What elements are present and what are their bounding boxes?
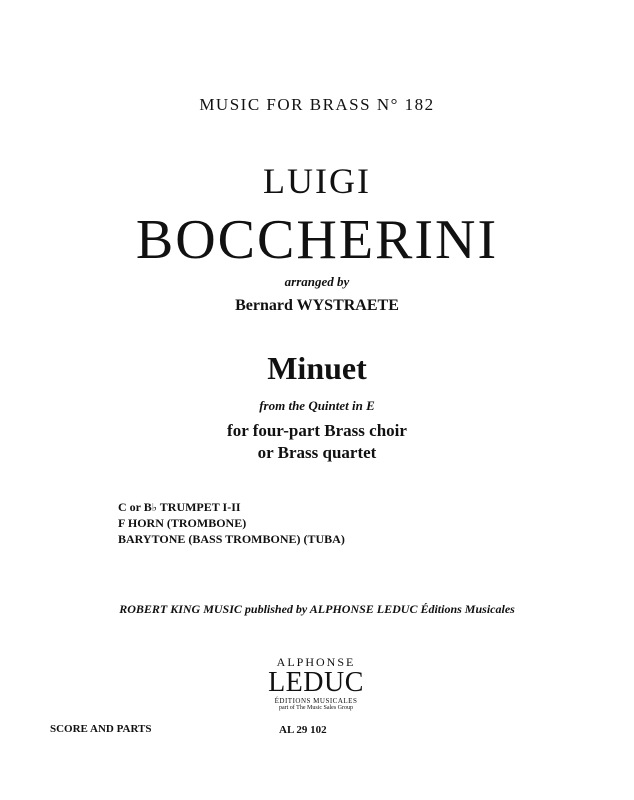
work-source: from the Quintet in E	[259, 398, 375, 413]
instrument-barytone: BARYTONE (BASS TROMBONE) (TUBA)	[118, 532, 345, 546]
composer-last-name: BOCCHERINI	[135, 209, 499, 271]
score-and-parts-label: SCORE AND PARTS	[50, 723, 152, 735]
logo-top-text: ALPHONSE	[276, 655, 356, 669]
series-title: MUSIC FOR BRASS N° 182	[199, 95, 435, 114]
arranged-by-label: arranged by	[284, 274, 350, 289]
logo-sub-text: ÉDITIONS MUSICALES	[274, 697, 358, 705]
scoring-line-1: for four-part Brass choir	[227, 421, 407, 440]
instrument-horn: F HORN (TROMBONE)	[118, 516, 247, 530]
publisher-line: ROBERT KING MUSIC published by ALPHONSE LEDUC Éditions Musicales	[119, 602, 515, 616]
work-title: Minuet	[267, 350, 367, 386]
logo-main-text: LEDUC	[268, 667, 364, 698]
leduc-logo	[252, 656, 380, 712]
arranger-name: Bernard WYSTRAETE	[235, 297, 399, 314]
logo-sub2-text: part of The Music Sales Group	[278, 705, 354, 711]
instrument-trumpet	[118, 500, 241, 515]
flat-symbol: ♭	[151, 502, 157, 514]
scoring-line-2: or Brass quartet	[257, 443, 377, 462]
composer-first-name: LUIGI	[263, 161, 371, 201]
catalog-number: AL 29 102	[279, 724, 327, 736]
instrument-trumpet-suffix: TRUMPET I-II	[156, 500, 241, 514]
instrument-trumpet-prefix: C or B	[118, 500, 152, 514]
